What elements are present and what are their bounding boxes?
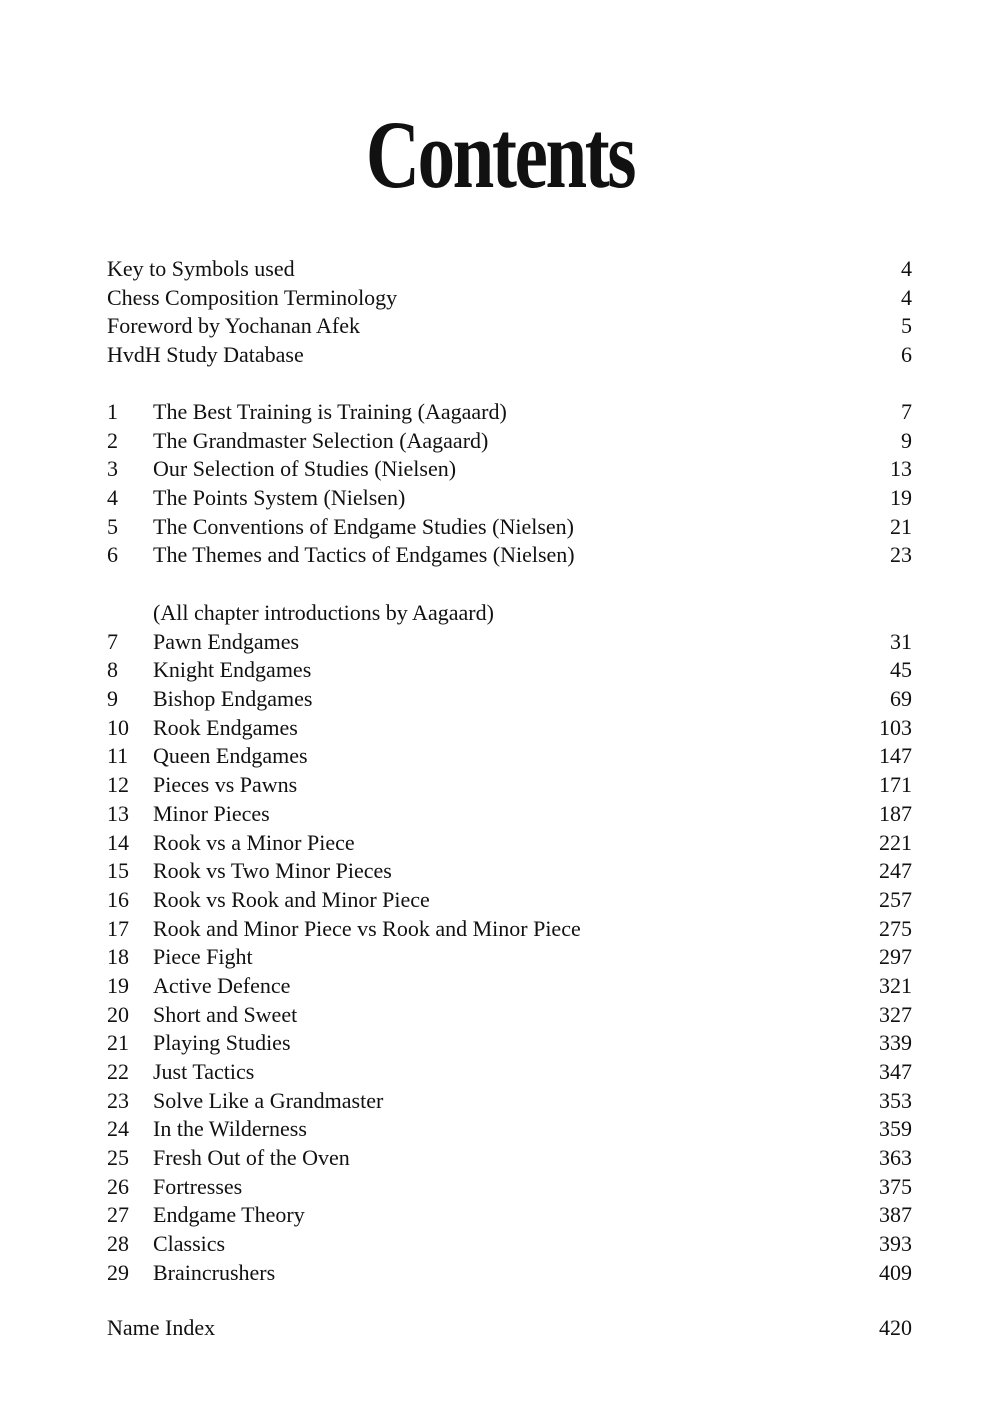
page-number: 103 bbox=[879, 714, 912, 740]
chapter-number: 23 bbox=[107, 1087, 129, 1113]
toc-entry bbox=[107, 1087, 912, 1116]
entry-title: Queen Endgames bbox=[153, 743, 308, 769]
page-number: 31 bbox=[890, 628, 912, 654]
toc-entry bbox=[107, 943, 912, 972]
page-number: 9 bbox=[901, 427, 912, 453]
entry-title: Endgame Theory bbox=[153, 1202, 305, 1228]
entry-title: Name Index bbox=[107, 1315, 216, 1340]
chapter-number: 21 bbox=[107, 1030, 129, 1056]
page-number: 375 bbox=[879, 1173, 912, 1199]
page-number: 363 bbox=[879, 1145, 912, 1171]
entry-title: Bishop Endgames bbox=[153, 686, 313, 712]
entry-title: Pawn Endgames bbox=[153, 628, 300, 654]
page-number: 187 bbox=[879, 800, 912, 826]
entry-title: In the Wilderness bbox=[153, 1116, 307, 1142]
toc-entry bbox=[107, 656, 912, 685]
toc-entry bbox=[107, 857, 912, 886]
toc-entry bbox=[107, 1314, 912, 1343]
chapter-number: 25 bbox=[107, 1145, 129, 1171]
page-number: 147 bbox=[879, 743, 912, 769]
entry-title: Pieces vs Pawns bbox=[153, 772, 298, 798]
chapter-number: 19 bbox=[107, 972, 129, 998]
chapter-number: 6 bbox=[107, 542, 118, 568]
entry-title: Foreword by Yochanan Afek bbox=[107, 313, 360, 339]
entry-title: Rook and Minor Piece vs Rook and Minor Piece bbox=[153, 915, 581, 941]
back-matter-list bbox=[107, 1314, 912, 1343]
chapter-number: 29 bbox=[107, 1259, 129, 1285]
toc-entry bbox=[107, 484, 912, 513]
entry-title: Playing Studies bbox=[153, 1030, 291, 1056]
toc-entry bbox=[107, 800, 912, 829]
entry-title: Braincrushers bbox=[153, 1259, 276, 1285]
chapter-number: 4 bbox=[107, 485, 118, 511]
chapter-number: 24 bbox=[107, 1116, 129, 1142]
entry-title: Just Tactics bbox=[153, 1059, 255, 1084]
chapter-number: 9 bbox=[107, 686, 118, 712]
toc-entry bbox=[107, 1144, 912, 1173]
toc-entry bbox=[107, 1173, 912, 1202]
chapters-list bbox=[107, 599, 912, 1288]
page-number: 45 bbox=[890, 657, 912, 683]
page-number: 7 bbox=[901, 399, 912, 424]
front-matter-list bbox=[107, 255, 912, 370]
toc-entry bbox=[107, 685, 912, 714]
toc-entry bbox=[107, 1058, 912, 1087]
page-number: 327 bbox=[879, 1001, 912, 1027]
chapter-number: 8 bbox=[107, 657, 118, 683]
page-number: 393 bbox=[879, 1231, 912, 1257]
toc-entry bbox=[107, 1029, 912, 1058]
toc-entry bbox=[107, 398, 912, 427]
entry-title: Chess Composition Terminology bbox=[107, 284, 398, 310]
page-number: 19 bbox=[890, 485, 912, 511]
page-number: 23 bbox=[890, 542, 912, 568]
chapter-number: 12 bbox=[107, 772, 129, 798]
entry-title: Rook Endgames bbox=[153, 714, 298, 740]
entry-title: Rook vs Two Minor Pieces bbox=[153, 858, 392, 884]
toc-entry bbox=[107, 915, 912, 944]
entry-title: Rook vs Rook and Minor Piece bbox=[153, 886, 430, 912]
toc-entry bbox=[107, 886, 912, 915]
entry-title: Minor Pieces bbox=[153, 800, 270, 826]
chapter-number: 26 bbox=[107, 1173, 129, 1199]
chapter-number: 15 bbox=[107, 858, 129, 884]
entry-title: The Themes and Tactics of Endgames (Nielsen) bbox=[153, 542, 575, 568]
chapter-number: 7 bbox=[107, 628, 118, 654]
chapter-number: 13 bbox=[107, 800, 129, 826]
page-title: Contents bbox=[365, 101, 635, 208]
chapter-number: 28 bbox=[107, 1231, 129, 1257]
entry-title: Classics bbox=[153, 1231, 226, 1257]
page-number: 13 bbox=[890, 456, 912, 482]
chapter-number: 20 bbox=[107, 1001, 129, 1027]
toc-entry bbox=[107, 284, 912, 313]
toc-entry bbox=[107, 1201, 912, 1230]
chapter-number: 10 bbox=[107, 714, 129, 740]
toc-entry bbox=[107, 1115, 912, 1144]
entry-title: Key to Symbols used bbox=[107, 256, 295, 281]
entry-title: The Conventions of Endgame Studies (Nielsen) bbox=[153, 513, 574, 539]
page-number: 275 bbox=[879, 915, 912, 941]
entry-title: HvdH Study Database bbox=[107, 342, 304, 368]
toc-entry bbox=[107, 312, 912, 341]
toc-entry bbox=[107, 714, 912, 743]
toc-entry bbox=[107, 513, 912, 542]
entry-title: The Grandmaster Selection (Aagaard) bbox=[153, 427, 489, 453]
page-number: 221 bbox=[879, 829, 912, 855]
chapter-number: 11 bbox=[107, 743, 129, 769]
chapters-note-row bbox=[107, 599, 912, 628]
chapter-number: 14 bbox=[107, 829, 129, 855]
toc-entry bbox=[107, 1001, 912, 1030]
page-number: 387 bbox=[879, 1202, 912, 1228]
page-number: 21 bbox=[890, 513, 912, 539]
chapter-number: 3 bbox=[107, 456, 118, 482]
toc-entry bbox=[107, 771, 912, 800]
page-number: 171 bbox=[879, 772, 912, 798]
entry-title: Short and Sweet bbox=[153, 1001, 298, 1027]
toc-entry bbox=[107, 972, 912, 1001]
chapter-number: 2 bbox=[107, 427, 118, 453]
chapters-note: (All chapter introductions by Aagaard) bbox=[153, 600, 494, 625]
entry-title: Fresh Out of the Oven bbox=[153, 1145, 350, 1171]
entry-title: Fortresses bbox=[153, 1173, 243, 1199]
page-number: 247 bbox=[879, 858, 912, 884]
toc-entry bbox=[107, 742, 912, 771]
page-number: 321 bbox=[879, 972, 912, 998]
chapter-number: 5 bbox=[107, 513, 118, 539]
page-number: 6 bbox=[901, 342, 912, 368]
chapter-number: 27 bbox=[107, 1202, 129, 1228]
toc-entry bbox=[107, 628, 912, 657]
toc-entry bbox=[107, 427, 912, 456]
page-number: 409 bbox=[879, 1259, 912, 1285]
page-number: 257 bbox=[879, 886, 912, 912]
page-number: 4 bbox=[901, 256, 912, 281]
page-number: 359 bbox=[879, 1116, 912, 1142]
toc-entry bbox=[107, 829, 912, 858]
entry-title: Knight Endgames bbox=[153, 657, 312, 683]
entry-title: Rook vs a Minor Piece bbox=[153, 829, 355, 855]
toc-entry bbox=[107, 541, 912, 570]
entry-title: Active Defence bbox=[153, 972, 291, 998]
page-number: 69 bbox=[890, 686, 912, 712]
toc-entry bbox=[107, 341, 912, 370]
page-number: 297 bbox=[879, 944, 912, 970]
entry-title: The Points System (Nielsen) bbox=[153, 485, 406, 511]
toc-entry bbox=[107, 455, 912, 484]
page-number: 339 bbox=[879, 1030, 912, 1056]
page-number: 347 bbox=[879, 1059, 912, 1084]
toc-entry bbox=[107, 255, 912, 284]
chapter-number: 18 bbox=[107, 944, 129, 970]
intro-chapters-list bbox=[107, 398, 912, 570]
toc-entry bbox=[107, 1259, 912, 1288]
entry-title: Our Selection of Studies (Nielsen) bbox=[153, 456, 457, 482]
page-number: 420 bbox=[879, 1315, 912, 1340]
entry-title: Solve Like a Grandmaster bbox=[153, 1087, 384, 1113]
page-number: 4 bbox=[901, 284, 912, 310]
chapter-number: 17 bbox=[107, 915, 129, 941]
toc-entry bbox=[107, 1230, 912, 1259]
entry-title: Piece Fight bbox=[153, 944, 253, 970]
entry-title: The Best Training is Training (Aagaard) bbox=[153, 399, 507, 424]
chapter-number: 1 bbox=[107, 399, 118, 424]
page-number: 353 bbox=[879, 1087, 912, 1113]
page-number: 5 bbox=[901, 313, 912, 339]
chapter-number: 22 bbox=[107, 1059, 129, 1084]
chapter-number: 16 bbox=[107, 886, 129, 912]
